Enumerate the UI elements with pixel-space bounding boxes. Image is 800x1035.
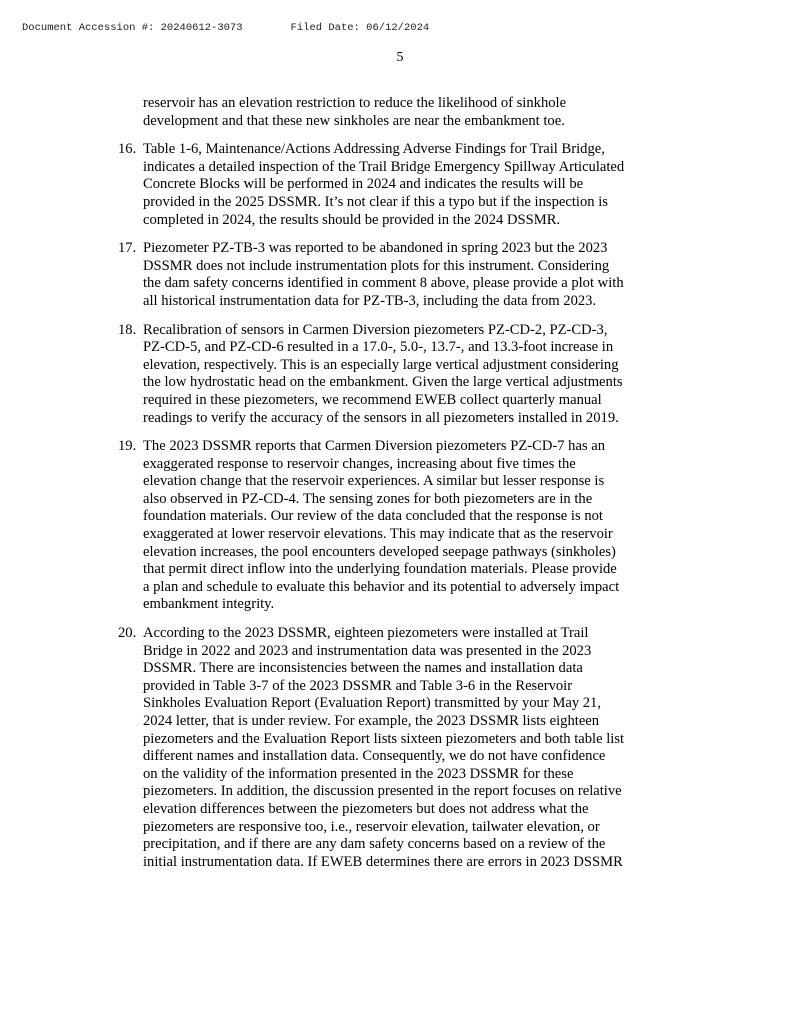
filed-date: Filed Date: 06/12/2024: [290, 22, 430, 34]
text-line: provided in the 2025 DSSMR. It’s not clear if this a typo but if the inspection is: [143, 193, 608, 210]
text-line: exaggerated response to reservoir changes, increasing about five times the: [143, 455, 576, 472]
text-line: also observed in PZ-CD-4. The sensing zones for both piezometers are in the: [143, 490, 593, 507]
document-header: [22, 22, 429, 34]
text-line: the low hydrostatic head on the embankment. Given the large vertical adjustments: [143, 374, 623, 391]
text-line: 2024 letter, that is under review. For example, the 2023 DSSMR lists eighteen: [143, 713, 600, 729]
comment-text: [143, 625, 710, 871]
comment-number: 19.: [118, 438, 137, 455]
text-line: DSSMR. There are inconsistencies between the names and installation data: [143, 660, 583, 677]
comment-item-19: [118, 438, 710, 614]
comment-number: 18.: [118, 321, 137, 338]
text-line: readings to verify the accuracy of the sensors in all piezometers installed in 2019.: [143, 409, 619, 426]
comment-text: [143, 322, 710, 428]
comment-number: 17.: [118, 240, 137, 257]
text-line: different names and installation data. Consequently, we do not have confidence: [143, 748, 606, 765]
text-line: initial instrumentation data. If EWEB determines there are errors in 2023 DSSMR: [143, 853, 623, 870]
text-line: completed in 2024, the results should be provided in the 2024 DSSMR.: [143, 211, 561, 228]
text-line: embankment integrity.: [143, 596, 275, 613]
text-line: Table 1-6, Maintenance/Actions Addressing Adverse Findings for Trail Bridge,: [143, 141, 605, 158]
comment-number: 16.: [118, 141, 137, 158]
text-line: elevation change that the reservoir experiences. A similar but lesser response is: [143, 473, 605, 490]
text-line: exaggerated at lower reservoir elevations. This may indicate that as the reservoir: [143, 526, 613, 543]
text-line: indicates a detailed inspection of the Trail Bridge Emergency Spillway Articulated: [143, 158, 625, 175]
text-line: elevation differences between the piezometers but does not address what the: [143, 800, 589, 817]
text-line: According to the 2023 DSSMR, eighteen piezometers were installed at Trail: [143, 625, 589, 642]
comment-text: [143, 240, 710, 310]
text-line: Concrete Blocks will be performed in 2024 and indicates the results will be: [143, 176, 584, 193]
text-line: that permit direct inflow into the underlying foundation materials. Please provide: [143, 561, 617, 578]
text-line: required in these piezometers, we recommend EWEB collect quarterly manual: [143, 391, 602, 408]
comment-item-17: [118, 240, 710, 310]
comment-text: [143, 141, 710, 229]
text-line: Piezometer PZ-TB-3 was reported to be abandoned in spring 2023 but the 2023: [143, 240, 608, 257]
text-line: foundation materials. Our review of the data concluded that the response is not: [143, 508, 603, 525]
text-line: The 2023 DSSMR reports that Carmen Diversion piezometers PZ-CD-7 has an: [143, 438, 606, 455]
comment-list: [118, 141, 710, 871]
text-line: piezometers and the Evaluation Report lists sixteen piezometers and both table list: [143, 730, 625, 747]
comment-item-16: [118, 141, 710, 229]
text-line: elevation increases, the pool encounters developed seepage pathways (sinkholes): [143, 543, 616, 560]
text-line: Bridge in 2022 and 2023 and instrumentation data was presented in the 2023: [143, 642, 592, 659]
text-line: piezometers are responsive too, i.e., reservoir elevation, tailwater elevation, or: [143, 818, 600, 835]
comment-item-18: [118, 322, 710, 428]
text-line: DSSMR does not include instrumentation plots for this instrument. Considering: [143, 257, 610, 274]
text-line: on the validity of the information presented in the 2023 DSSMR for these: [143, 765, 574, 782]
text-line: precipitation, and if there are any dam safety concerns based on a review of the: [143, 836, 606, 853]
page-number: 5: [396, 50, 404, 65]
comment-text: [143, 438, 710, 614]
text-line: piezometers. In addition, the discussion presented in the report focuses on relative: [143, 783, 622, 800]
text-line: elevation, respectively. This is an especially large vertical adjustment considering: [143, 356, 619, 373]
comment-item-20: [118, 625, 710, 871]
text-line: Recalibration of sensors in Carmen Diversion piezometers PZ-CD-2, PZ-CD-3,: [143, 321, 608, 338]
comment-number: 20.: [118, 625, 137, 642]
text-line: PZ-CD-5, and PZ-CD-6 resulted in a 17.0-, 5.0-, 13.7-, and 13.3-foot increase in: [143, 339, 614, 356]
text-line: development and that these new sinkholes are near the embankment toe.: [143, 112, 565, 129]
accession-number: Document Accession #: 20240612-3073: [22, 22, 243, 34]
text-line: reservoir has an elevation restriction to reduce the likelihood of sinkhole: [143, 95, 567, 111]
continuation-paragraph: [143, 95, 710, 130]
document-body: [118, 95, 710, 882]
text-line: a plan and schedule to evaluate this behavior and its potential to adversely impact: [143, 578, 620, 595]
text-line: provided in Table 3-7 of the 2023 DSSMR and Table 3-6 in the Reservoir: [143, 677, 573, 694]
text-line: all historical instrumentation data for PZ-TB-3, including the data from 2023.: [143, 292, 597, 309]
text-line: Sinkholes Evaluation Report (Evaluation Report) transmitted by your May 21,: [143, 695, 602, 712]
text-line: the dam safety concerns identified in comment 8 above, please provide a plot with: [143, 275, 624, 292]
